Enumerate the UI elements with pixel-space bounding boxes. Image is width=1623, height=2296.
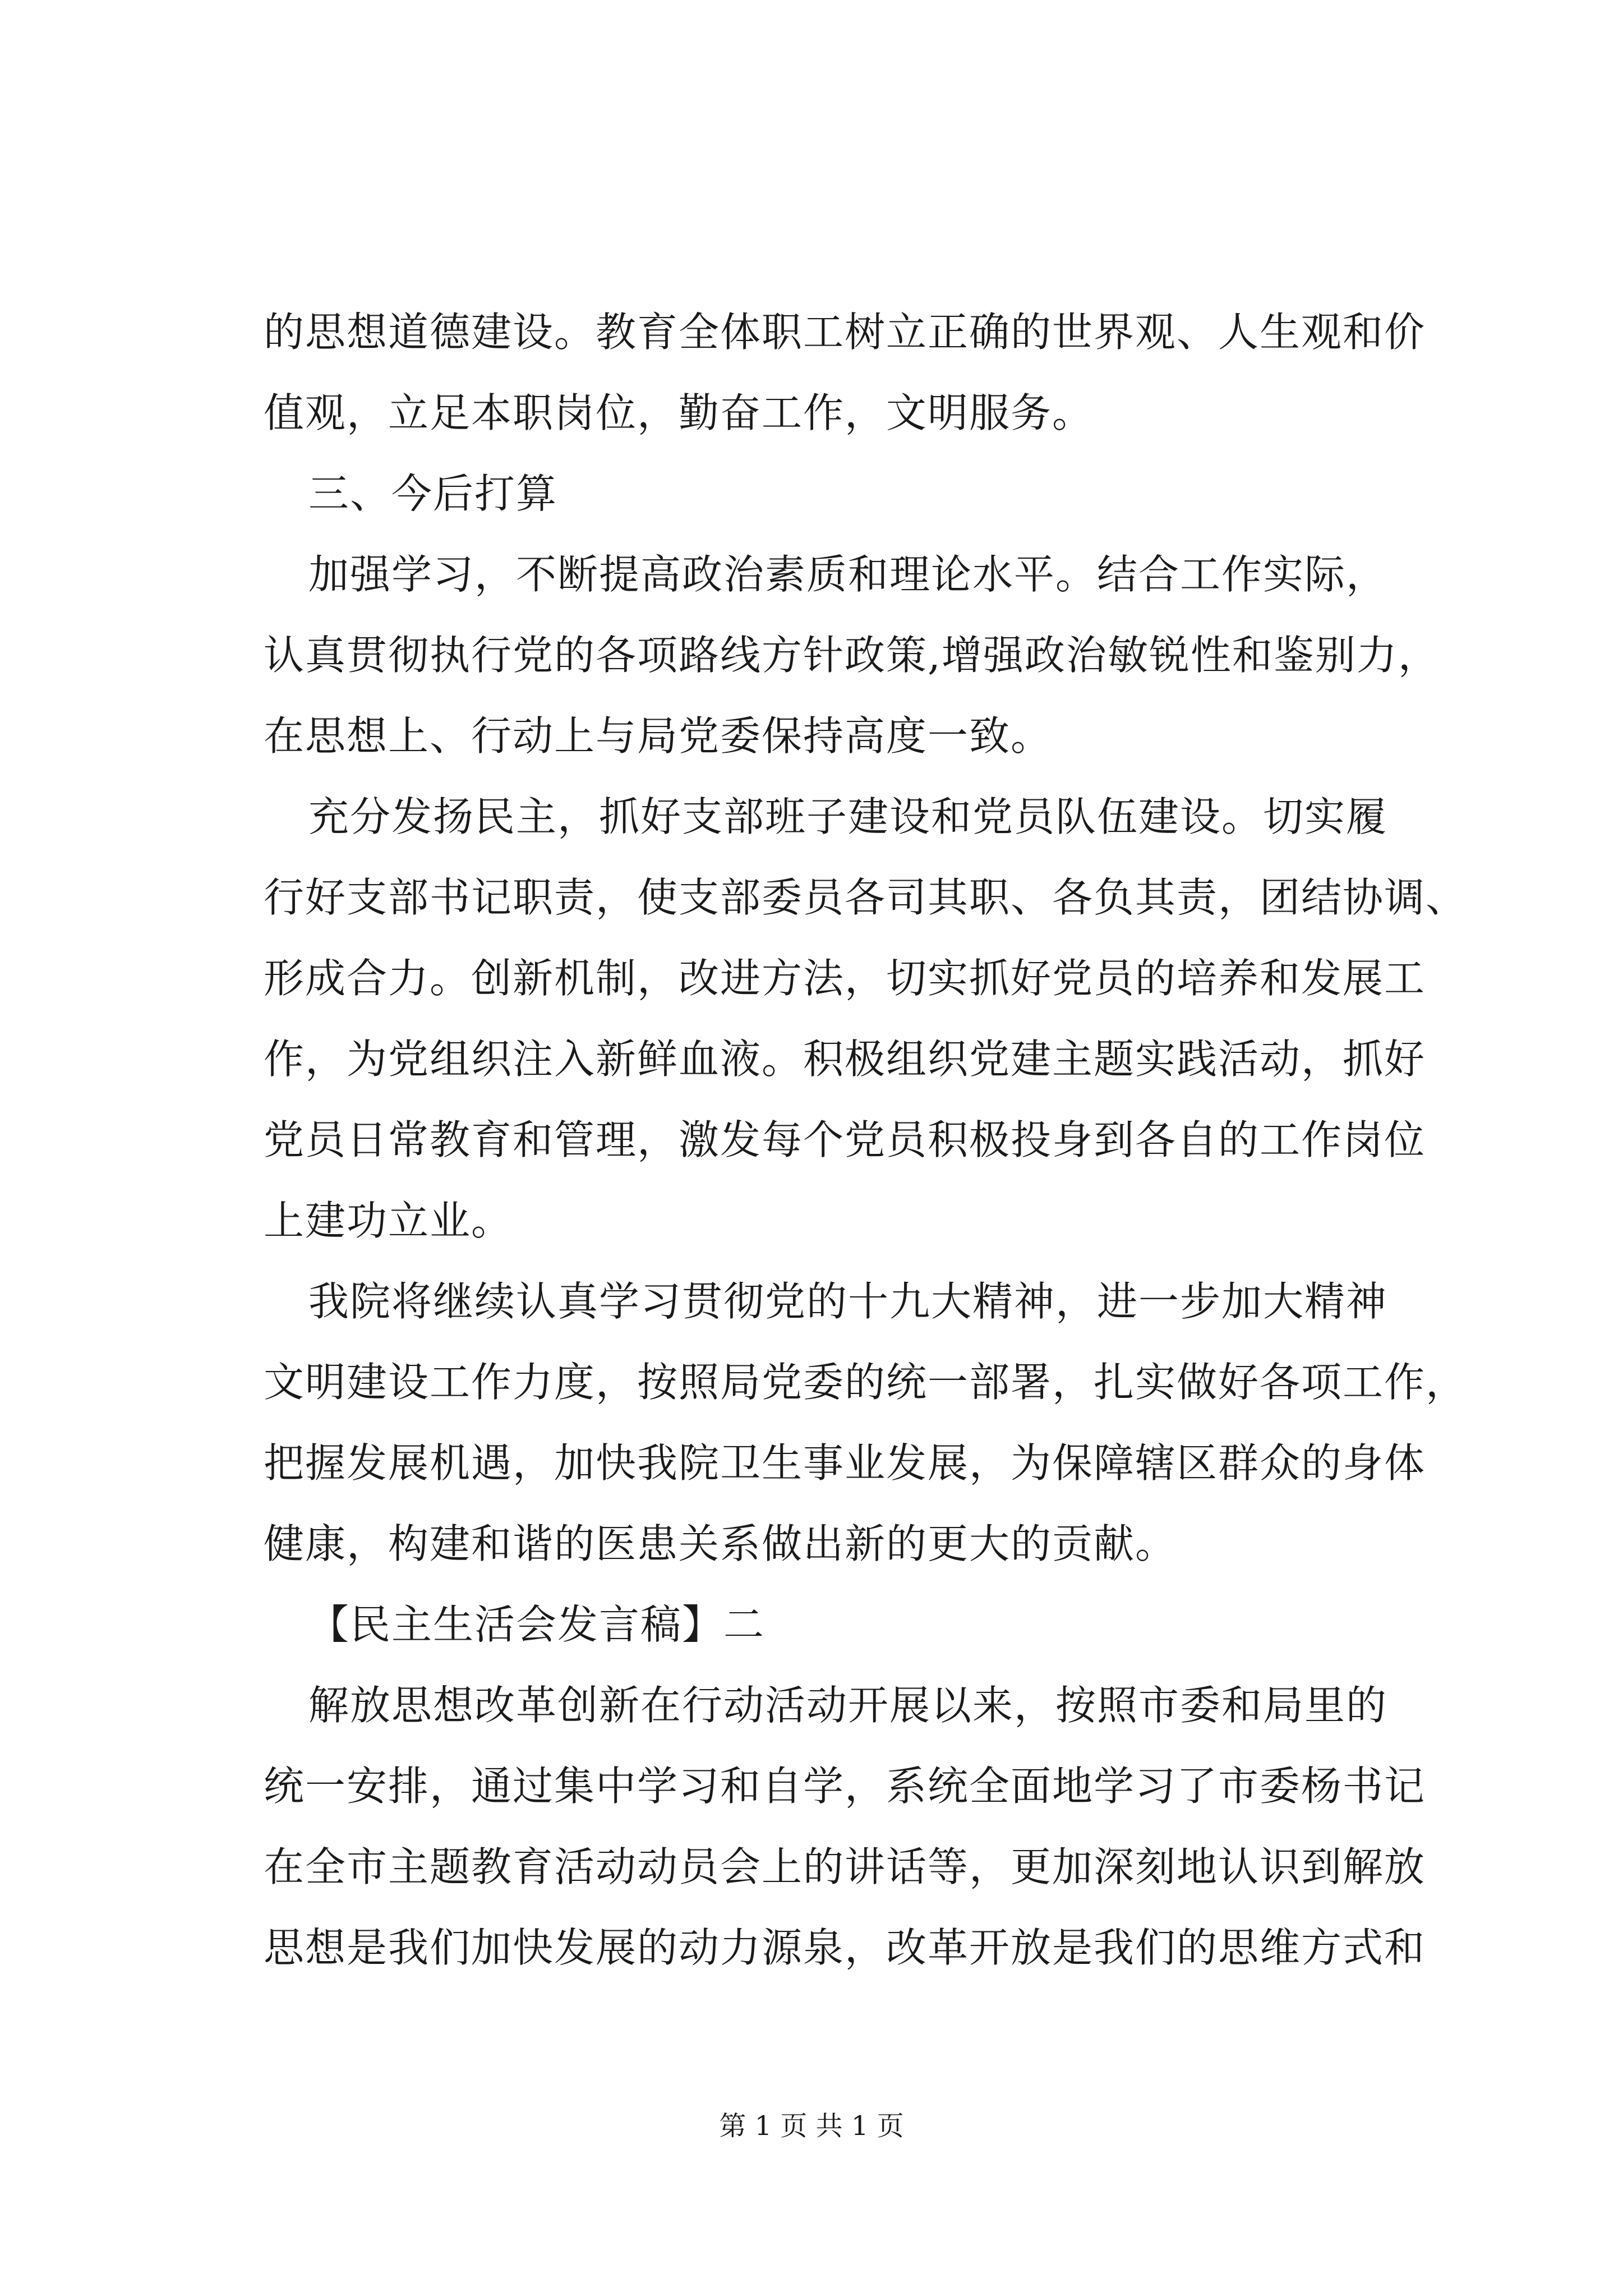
paragraph-start: 加强学习，不断提高政治素质和理论水平。结合工作实际，: [308, 551, 1388, 598]
paragraph-start: 我院将继续认真学习贯彻党的十九大精神，进一步加大精神: [308, 1278, 1388, 1325]
text-line: 把握发展机遇，加快我院卫生事业发展，为保障辖区群众的身体: [264, 1439, 1426, 1487]
text-line: 值观，立足本职岗位，勤奋工作，文明服务。: [264, 389, 1094, 436]
paragraph-start: 解放思想改革创新在行动活动开展以来，按照市委和局里的: [308, 1682, 1388, 1729]
text-line: 形成合力。创新机制，改进方法，切实抓好党员的培养和发展工: [264, 955, 1426, 1002]
page-footer: 第 1 页 共 1 页: [719, 2110, 904, 2142]
text-line: 党员日常教育和管理，激发每个党员积极投身到各自的工作岗位: [264, 1116, 1426, 1163]
text-line: 行好支部书记职责，使支部委员各司其职、各负其责，团结协调、: [264, 874, 1468, 921]
text-line: 上建功立业。: [264, 1197, 513, 1244]
text-line: 认真贯彻执行党的各项路线方针政策,增强政治敏锐性和鉴别力，: [264, 632, 1440, 679]
text-line: 在思想上、行动上与局党委保持高度一致。: [264, 712, 1053, 760]
text-line: 统一安排，通过集中学习和自学，系统全面地学习了市委杨书记: [264, 1763, 1426, 1810]
document-body: [264, 292, 1468, 1988]
text-line: 在全市主题教育活动动员会上的讲话等，更加深刻地认识到解放: [264, 1843, 1426, 1890]
text-line: 文明建设工作力度，按照局党委的统一部署，扎实做好各项工作，: [264, 1359, 1468, 1406]
paragraph-start: 充分发扬民主，抓好支部班子建设和党员队伍建设。切实履: [308, 793, 1388, 840]
text-line: 作，为党组织注入新鲜血液。积极组织党建主题实践活动，抓好: [264, 1036, 1426, 1083]
text-line: 思想是我们加快发展的动力源泉，改革开放是我们的思维方式和: [264, 1924, 1426, 1971]
text-line: 健康，构建和谐的医患关系做出新的更大的贡献。: [264, 1520, 1177, 1567]
section-heading: 三、今后打算: [308, 470, 558, 517]
section-heading: 【民主生活会发言稿】二: [308, 1601, 766, 1648]
text-line: 的思想道德建设。教育全体职工树立正确的世界观、人生观和价: [264, 309, 1426, 356]
